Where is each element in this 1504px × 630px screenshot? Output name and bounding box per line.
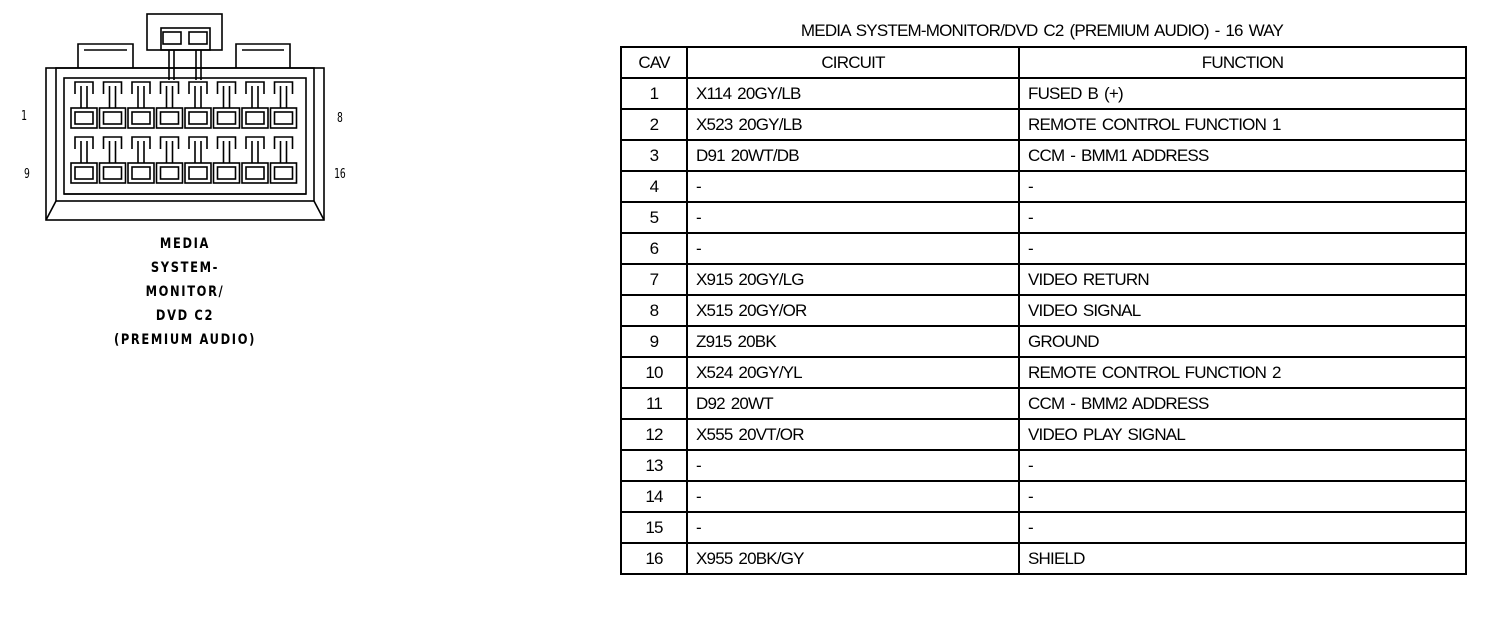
cell-cav: 9 — [621, 326, 687, 357]
cavity-4 — [157, 82, 183, 128]
table-row — [621, 388, 1466, 419]
cavity-15 — [242, 137, 268, 183]
cell-circuit: - — [687, 481, 1019, 512]
cell-circuit: D91 20WT/DB — [687, 140, 1019, 171]
cell-circuit: - — [687, 450, 1019, 481]
cell-cav: 8 — [621, 295, 687, 326]
cell-function: - — [1019, 171, 1466, 202]
cell-cav: 14 — [621, 481, 687, 512]
table-row — [621, 450, 1466, 481]
cell-cav: 12 — [621, 419, 687, 450]
table-row — [621, 543, 1466, 574]
cavity-10 — [100, 137, 126, 183]
cavity-12 — [157, 137, 183, 183]
connector-name — [60, 232, 310, 352]
table-row — [621, 140, 1466, 171]
cell-function: VIDEO RETURN — [1019, 264, 1466, 295]
connector-cavities — [71, 82, 297, 183]
cell-circuit: X515 20GY/OR — [687, 295, 1019, 326]
pin-label-16: 16 — [334, 167, 346, 182]
cell-cav: 6 — [621, 233, 687, 264]
table-row — [621, 326, 1466, 357]
cavity-9 — [71, 137, 97, 183]
table-row — [621, 512, 1466, 543]
cell-circuit: X114 20GY/LB — [687, 78, 1019, 109]
cell-function: - — [1019, 202, 1466, 233]
table-row — [621, 233, 1466, 264]
cell-function: GROUND — [1019, 326, 1466, 357]
cell-cav: 15 — [621, 512, 687, 543]
cavity-6 — [214, 82, 240, 128]
header-cav: CAV — [621, 47, 687, 78]
cell-function: REMOTE CONTROL FUNCTION 1 — [1019, 109, 1466, 140]
connector-shoulders — [78, 44, 290, 68]
table-row — [621, 171, 1466, 202]
table-row — [621, 202, 1466, 233]
cell-circuit: - — [687, 171, 1019, 202]
table-row — [621, 109, 1466, 140]
cavity-5 — [185, 82, 211, 128]
cell-function: REMOTE CONTROL FUNCTION 2 — [1019, 357, 1466, 388]
cell-function: - — [1019, 233, 1466, 264]
cell-function: VIDEO SIGNAL — [1019, 295, 1466, 326]
table-row — [621, 481, 1466, 512]
cavity-11 — [128, 137, 154, 183]
connector-name-line: SYSTEM- — [150, 260, 220, 276]
cell-cav: 4 — [621, 171, 687, 202]
cell-cav: 13 — [621, 450, 687, 481]
cavity-7 — [242, 82, 268, 128]
header-function: FUNCTION — [1019, 47, 1466, 78]
cell-function: FUSED B (+) — [1019, 78, 1466, 109]
cell-circuit: X524 20GY/YL — [687, 357, 1019, 388]
cell-cav: 5 — [621, 202, 687, 233]
table-row — [621, 357, 1466, 388]
pin-label-1: 1 — [21, 109, 27, 124]
cell-cav: 16 — [621, 543, 687, 574]
table-row — [621, 419, 1466, 450]
cell-cav: 3 — [621, 140, 687, 171]
cavity-16 — [271, 137, 297, 183]
cell-cav: 1 — [621, 78, 687, 109]
header-circuit: CIRCUIT — [687, 47, 1019, 78]
cavity-8 — [271, 82, 297, 128]
cell-function: CCM - BMM1 ADDRESS — [1019, 140, 1466, 171]
connector-name-line: DVD C2 — [155, 308, 215, 324]
cell-cav: 11 — [621, 388, 687, 419]
connector-name-line: MONITOR/ — [145, 284, 225, 300]
cell-circuit: D92 20WT — [687, 388, 1019, 419]
pin-label-8: 8 — [337, 111, 343, 126]
table-title: MEDIA SYSTEM-MONITOR/DVD C2 (PREMIUM AUDIO) - 16 WAY — [800, 21, 1284, 40]
cell-circuit: X523 20GY/LB — [687, 109, 1019, 140]
cavity-13 — [185, 137, 211, 183]
cell-cav: 7 — [621, 264, 687, 295]
cell-function: VIDEO PLAY SIGNAL — [1019, 419, 1466, 450]
cavity-2 — [100, 82, 126, 128]
cell-circuit: - — [687, 233, 1019, 264]
cell-function: CCM - BMM2 ADDRESS — [1019, 388, 1466, 419]
cell-circuit: X555 20VT/OR — [687, 419, 1019, 450]
pin-label-9: 9 — [24, 167, 30, 182]
cavity-1 — [71, 82, 97, 128]
cell-circuit: - — [687, 202, 1019, 233]
table-row — [621, 264, 1466, 295]
cell-cav: 10 — [621, 357, 687, 388]
connector-latch — [147, 14, 222, 80]
cell-function: - — [1019, 512, 1466, 543]
cavity-3 — [128, 82, 154, 128]
connector-name-line: (PREMIUM AUDIO) — [113, 332, 257, 348]
cell-circuit: X955 20BK/GY — [687, 543, 1019, 574]
cell-cav: 2 — [621, 109, 687, 140]
table-row — [621, 295, 1466, 326]
pinout-table — [620, 46, 1467, 575]
cell-function: SHIELD — [1019, 543, 1466, 574]
cell-circuit: - — [687, 512, 1019, 543]
table-header-row — [621, 47, 1466, 78]
connector-face-diagram — [0, 0, 360, 230]
cavity-14 — [214, 137, 240, 183]
cell-circuit: X915 20GY/LG — [687, 264, 1019, 295]
cell-function: - — [1019, 481, 1466, 512]
cell-circuit: Z915 20BK — [687, 326, 1019, 357]
table-row — [621, 78, 1466, 109]
connector-name-line: MEDIA — [159, 236, 211, 252]
cell-function: - — [1019, 450, 1466, 481]
